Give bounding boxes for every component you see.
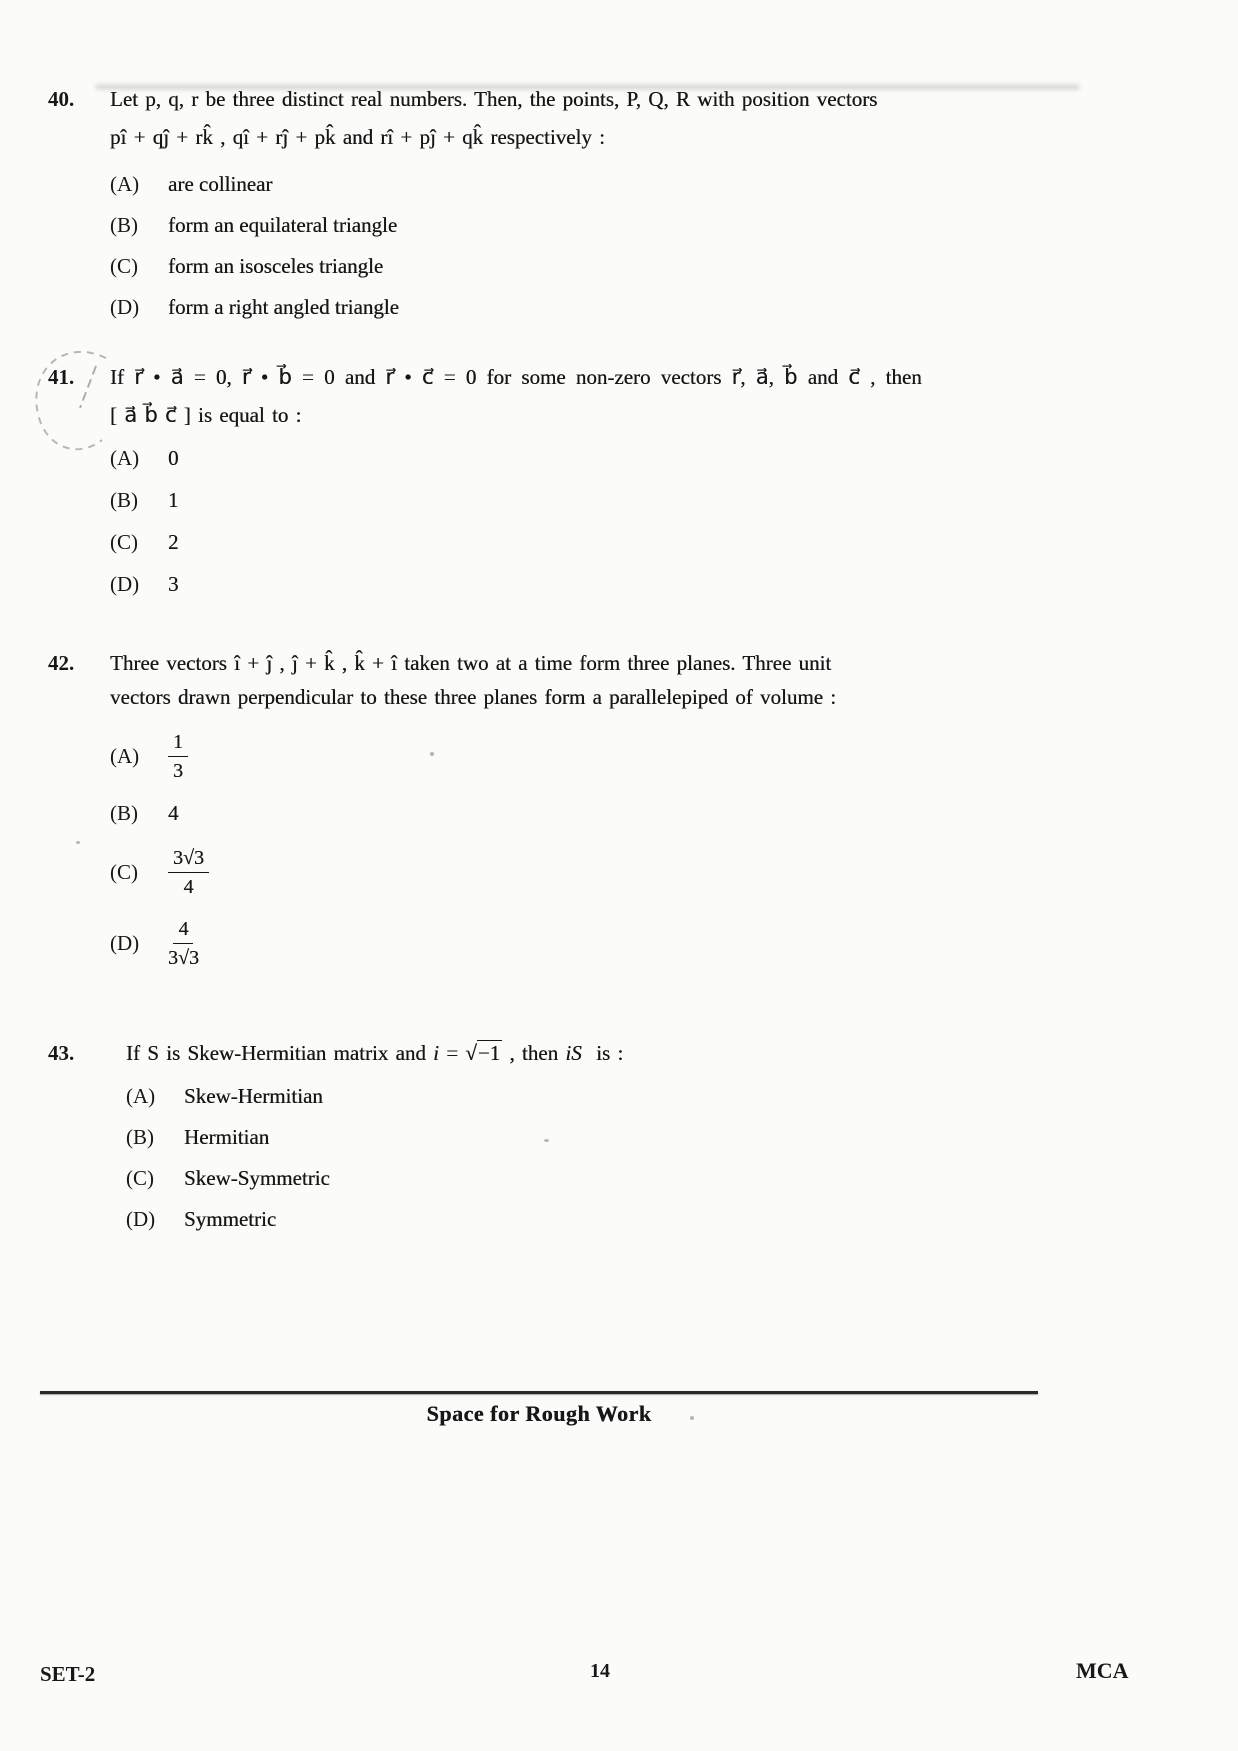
- option-c: [110, 530, 1038, 555]
- option-label: (D): [126, 1207, 156, 1231]
- fraction: [168, 730, 188, 783]
- question-42: [48, 648, 1038, 988]
- question-text-line: vectors drawn perpendicular to these three planes form a parallelepiped of volume :: [110, 685, 837, 709]
- option-label: (A): [126, 1084, 156, 1108]
- square-root: √−1: [465, 1041, 501, 1065]
- radicand: −1: [477, 1041, 501, 1065]
- footer-set-label: SET-2: [40, 1662, 96, 1686]
- option-text: Skew-Symmetric: [184, 1166, 330, 1190]
- option-text: Hermitian: [184, 1125, 270, 1149]
- fraction: [168, 846, 209, 899]
- question-number: 43.: [48, 1041, 75, 1065]
- option-label: (D): [110, 295, 140, 319]
- options-list: [110, 172, 1038, 320]
- options-list: [110, 730, 1038, 970]
- question-body: [126, 1038, 1038, 1248]
- option-text: are collinear: [168, 172, 273, 196]
- option-text: form an isosceles triangle: [168, 254, 384, 278]
- question-41: [48, 362, 1038, 613]
- option-c: [110, 846, 1038, 899]
- imaginary-unit: i: [433, 1041, 439, 1065]
- question-formula-line: pî + qĵ + rk̂ , qî + rĵ + pk̂ and rî + pĵ + qk̂ respectively :: [110, 125, 605, 149]
- option-text: form a right angled triangle: [168, 295, 399, 319]
- option-a: [126, 1084, 1038, 1109]
- question-text-line: [126, 1038, 1038, 1068]
- option-label: (B): [110, 488, 138, 512]
- fraction: [168, 917, 199, 970]
- option-label: (C): [110, 860, 138, 884]
- fraction-numerator: 4: [173, 917, 193, 944]
- option-text: form an equilateral triangle: [168, 213, 398, 237]
- option-label: (C): [110, 254, 138, 278]
- option-text: 1: [168, 488, 179, 512]
- option-text: 2: [168, 530, 179, 554]
- rough-work-section: [40, 1401, 1038, 1427]
- option-label: (A): [110, 446, 140, 470]
- question-number: 41.: [48, 365, 75, 389]
- option-label: (D): [110, 931, 140, 955]
- option-b: [110, 213, 1038, 238]
- question-body: [110, 648, 1038, 988]
- question-formula-line: [ a⃗ b⃗ c⃗ ] is equal to :: [110, 403, 302, 427]
- option-a: [110, 446, 1038, 471]
- rough-work-label: Space for Rough Work: [426, 1401, 652, 1426]
- option-d: [110, 295, 1038, 320]
- option-d: [110, 572, 1038, 597]
- question-body: [110, 362, 1038, 613]
- question-text-mid: , then: [502, 1041, 566, 1065]
- fraction-numerator: 1: [168, 730, 188, 757]
- question-text-pre: If S is Skew-Hermitian matrix and: [126, 1041, 434, 1065]
- option-b: [126, 1125, 1038, 1150]
- fraction-denominator: 4: [183, 876, 194, 898]
- question-formula-line: Three vectors î + ĵ , ĵ + k̂ , k̂ + î taken two at a time form three planes. Three unit: [110, 651, 832, 675]
- horizontal-rule: [40, 1391, 1038, 1394]
- fraction-denominator: 3: [173, 760, 183, 782]
- option-text: Skew-Hermitian: [184, 1084, 323, 1108]
- option-b: [110, 488, 1038, 513]
- options-list: [126, 1084, 1038, 1232]
- option-label: (A): [110, 172, 140, 196]
- fraction-numerator: 3√3: [168, 846, 209, 873]
- iS-term: iS: [565, 1041, 582, 1065]
- option-a: [110, 730, 1038, 783]
- option-d: [126, 1207, 1038, 1232]
- footer-exam-label: MCA: [1076, 1658, 1129, 1683]
- option-label: (B): [126, 1125, 154, 1149]
- equals-sign: =: [438, 1041, 466, 1065]
- option-c: [126, 1166, 1038, 1191]
- option-text: 3: [168, 572, 179, 596]
- option-text: Symmetric: [184, 1207, 277, 1231]
- option-text: 0: [168, 446, 179, 470]
- footer-page-number: 14: [590, 1660, 610, 1682]
- question-text-post: is :: [581, 1041, 624, 1065]
- option-label: (C): [126, 1166, 154, 1190]
- option-d: [110, 917, 1038, 970]
- question-body: [110, 84, 1038, 336]
- option-b: [110, 801, 1038, 826]
- fraction-denominator: 3√3: [168, 947, 199, 969]
- question-number: 42.: [48, 651, 75, 675]
- question-number: 40.: [48, 87, 75, 111]
- option-label: (A): [110, 744, 140, 768]
- options-list: [110, 446, 1038, 597]
- option-label: (C): [110, 530, 138, 554]
- option-label: (D): [110, 572, 140, 596]
- option-a: [110, 172, 1038, 197]
- option-label: (B): [110, 801, 138, 825]
- question-formula-line: If r⃗ • a⃗ = 0, r⃗ • b⃗ = 0 and r⃗ • c⃗ = 0 for some non-zero vectors r⃗, a⃗, b⃗ and c⃗ , then: [110, 365, 922, 389]
- option-text: 4: [168, 801, 179, 825]
- option-c: [110, 254, 1038, 279]
- option-label: (B): [110, 213, 138, 237]
- question-40: [48, 84, 1038, 336]
- question-43: [48, 1038, 1038, 1248]
- question-text-line: Let p, q, r be three distinct real numbers. Then, the points, P, Q, R with position vectors: [110, 87, 878, 111]
